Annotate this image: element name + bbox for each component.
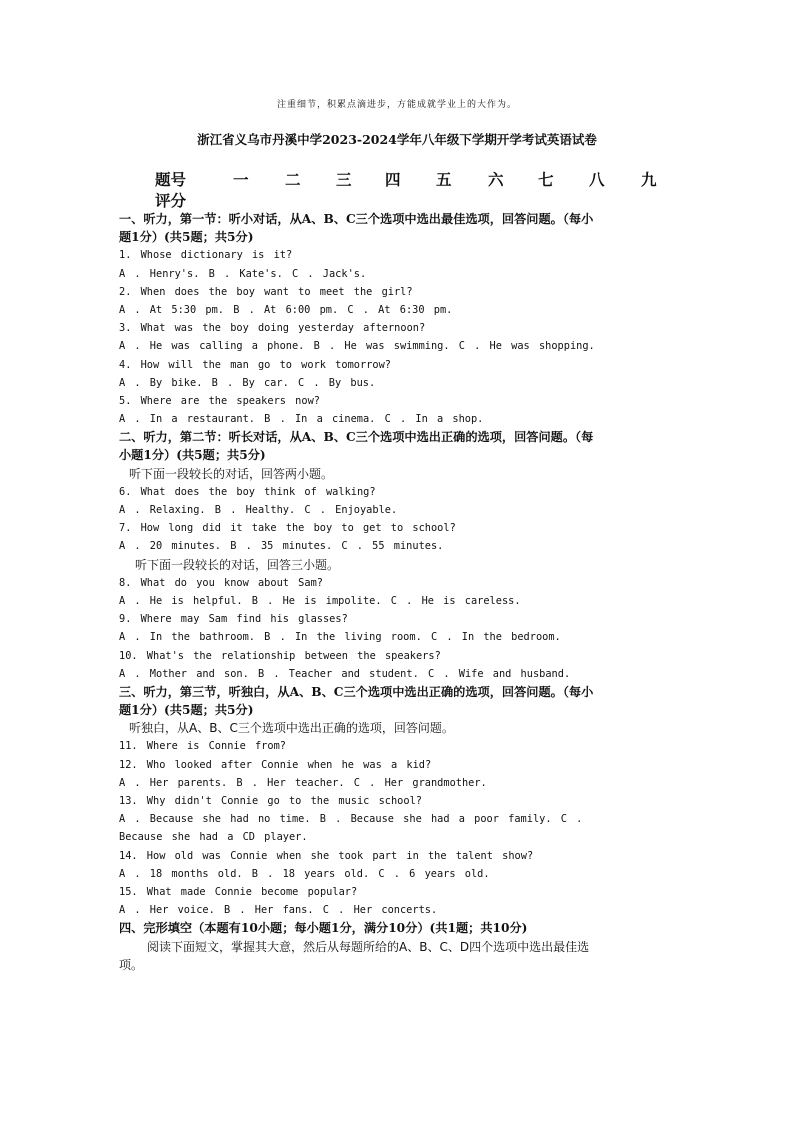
answer-options: A . At 5:30 pm. B . At 6:00 pm. C . At 6:30 pm. (119, 303, 453, 316)
answer-options: A . Because she had no time. B . Because she had a poor family. C . (119, 813, 583, 826)
score-table-col-6: 六 (488, 170, 504, 189)
answer-options: A . Mother and son. B . Teacher and student. C . Wife and husband. (119, 667, 571, 680)
question-text: 3. What was the boy doing yesterday afternoon? (119, 322, 426, 335)
question-text: 8. What do you know about Sam? (119, 576, 323, 589)
answer-options: A . In a restaurant. B . In a cinema. C . In a shop. (119, 413, 484, 426)
answer-options: A . 20 minutes. B . 35 minutes. C . 55 minutes. (119, 540, 444, 553)
score-table-col-3: 三 (336, 170, 352, 189)
question-text: 14. How old was Connie when she took part in the talent show? (119, 849, 534, 862)
section-heading: 题1分）(共5题；共5分) (119, 703, 254, 718)
instruction-text: 听下面一段较长的对话，回答两小题。 (129, 466, 334, 481)
section-heading: 三、听力，第三节，听独白，从A、B、C三个选项中选出正确的选项，回答问题。（每小 (119, 684, 594, 699)
exam-content (119, 210, 679, 974)
question-text: 15. What made Connie become popular? (119, 885, 358, 898)
answer-options: A . He is helpful. B . He is impolite. C . He is careless. (119, 594, 521, 607)
score-table-col-9: 九 (641, 170, 657, 189)
section-heading: 小题1分）(共5题；共5分) (119, 448, 266, 463)
question-text: 2. When does the boy want to meet the girl? (119, 285, 413, 298)
answer-options: A . Relaxing. B . Healthy. C . Enjoyable. (119, 504, 398, 516)
instruction-text: 阅读下面短文，掌握其大意，然后从每题所给的A、B、C、D四个选项中选出最佳选 (147, 939, 590, 954)
instruction-text: 听下面一段较长的对话，回答三小题。 (135, 557, 340, 572)
score-table-col-2: 二 (285, 170, 301, 189)
answer-options: A . Henry's. B . Kate's. C . Jack's. (119, 267, 367, 280)
question-text: 5. Where are the speakers now? (119, 394, 320, 407)
question-text: 10. What's the relationship between the speakers? (119, 649, 441, 662)
header-note: 注重细节，积累点滴进步，方能成就学业上的大作为。 (276, 100, 517, 110)
question-text: 4. How will the man go to work tomorrow? (119, 358, 391, 371)
question-text: 12. Who looked after Connie when he was a kid? (119, 758, 432, 771)
question-text: 1. Whose dictionary is it? (119, 249, 293, 262)
question-text: 9. Where may Sam find his glasses? (119, 613, 348, 626)
question-text: 6. What does the boy think of walking? (119, 485, 376, 498)
score-table-header-label: 题号 (155, 170, 187, 189)
score-table-col-8: 八 (589, 170, 605, 189)
answer-options: A . By bike. B . By car. C . By bus. (119, 376, 376, 389)
answer-options: A . He was calling a phone. B . He was swimming. C . He was shopping. (119, 340, 595, 353)
section-heading: 题1分）(共5题；共5分) (119, 230, 254, 245)
answer-options: Because she had a CD player. (119, 831, 308, 844)
score-table-score-label: 评分 (155, 191, 187, 210)
section-heading: 一、听力，第一节：听小对话，从A、B、C三个选项中选出最佳选项，回答问题。（每小 (119, 212, 594, 226)
score-table-col-5: 五 (436, 170, 452, 189)
section-heading: 四、完形填空（本题有10小题；每小题1分，满分10分）(共1题；共10分) (119, 921, 528, 936)
question-text: 7. How long did it take the boy to get to school? (119, 522, 456, 535)
answer-options: A . In the bathroom. B . In the living room. C . In the bedroom. (119, 631, 561, 644)
question-text: 13. Why didn't Connie go to the music school? (119, 795, 422, 807)
answer-options: A . Her parents. B . Her teacher. C . Her grandmother. (119, 776, 487, 789)
score-table-col-4: 四 (385, 170, 401, 189)
page-title: 浙江省义乌市丹溪中学2023-2024学年八年级下学期开学考试英语试卷 (197, 132, 597, 147)
score-table-col-7: 七 (538, 170, 554, 189)
score-table-col-1: 一 (233, 170, 249, 189)
question-text: 11. Where is Connie from? (119, 740, 286, 753)
answer-options: A . Her voice. B . Her fans. C . Her concerts. (119, 904, 438, 917)
section-heading: 二、听力，第二节：听长对话，从A、B、C三个选项中选出正确的选项，回答问题。（每 (119, 430, 594, 445)
answer-options: A . 18 months old. B . 18 years old. C . 6 years old. (119, 867, 490, 880)
instruction-text: 听独白，从A、B、C三个选项中选出正确的选项，回答问题。 (129, 721, 454, 736)
instruction-text: 项。 (119, 957, 144, 972)
